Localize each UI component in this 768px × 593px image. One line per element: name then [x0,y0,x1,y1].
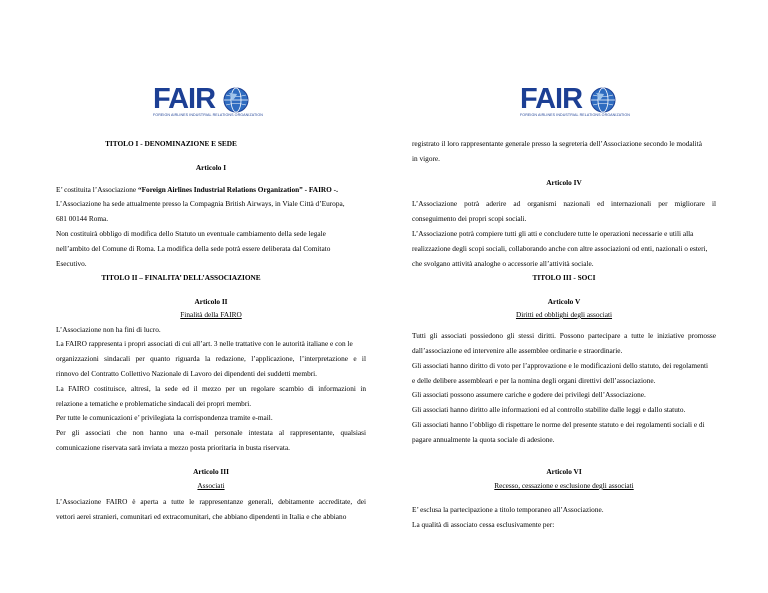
article-4-heading: Articolo IV [546,178,582,187]
text-line: vettori aerei stranieri, comunitari ed extracomunitari, che abbiano dipendenti in Italia e che abbiano [56,512,347,521]
text-line: dall’associazione ed intervenire alle assemblee ordinarie e straordinarie. [412,346,623,355]
text-line: L’Associazione FAIRO è aperta a tutte le rappresentanze generali, debitamente accreditate, dei [56,497,366,506]
text-line: organizzazioni sindacali per quanto riguarda la redazione, l’applicazione, l’interpretazione e il [56,354,366,363]
article-1-paragraph [56,185,366,194]
globe-icon [223,87,249,113]
text-line: Gli associati possono assumere cariche e godere dei privilegi dell’Associazione. [412,390,646,399]
text-line: relazione a tematiche e problematiche sindacali dei propri membri. [56,399,252,408]
text-line: realizzazione degli scopi sociali, collaborando anche con altre associazioni od enti, nazionali o esteri, [412,244,708,253]
article-5-subtitle: Diritti ed obblighi degli associati [515,310,613,319]
text-line: Per tutte le comunicazioni e’ privilegiata la corrispondenza tramite e-mail. [56,413,273,422]
logo-wordmark: FAIR [520,83,583,115]
article-2-subtitle: Finalità della FAIRO [180,310,242,319]
text-line: L’Associazione ha sede attualmente presso la Compagnia British Airways, in Viale Città d’Europa, [56,199,345,208]
text-line: La qualità di associato cessa esclusivamente per: [412,520,555,529]
text-line: conseguimento dei propri scopi sociali. [412,214,527,223]
article-3-subtitle: Associati [197,481,225,490]
text-line: Tutti gli associati possiedono gli stessi diritti. Possono partecipare a tutte le iniziative promosse [412,331,716,340]
title-3-heading: TITOLO III - SOCI [532,273,596,282]
text-line: che svolgano attività analoghe o accessorie all’attività sociale. [412,259,594,268]
title-1-heading: TITOLO I - DENOMINAZIONE E SEDE [105,139,237,148]
text-line: registrato il loro rappresentante generale presso la segreteria dell’Associazione secondo le modalità [412,139,702,148]
text-line: Non costituirà obbligo di modifica dello Statuto un eventuale cambiamento della sede legale [56,229,326,238]
text-line: L’Associazione potrà aderire ad organismi nazionali ed internazionali per migliorare il [412,199,716,208]
text-line: La FAIRO costituisce, altresì, la sede ed il mezzo per un regolare scambio di informazioni in [56,384,366,393]
text-line: nell’ambito del Comune di Roma. La modifica della sede potrà essere deliberata dal Comitato [56,244,331,253]
text-line: Gli associati hanno l’obbligo di rispettare le norme del presente statuto e dei regolamenti sociali e di [412,420,705,429]
association-name: “Foreign Airlines Industrial Relations Organization” - FAIRO -. [137,185,338,194]
text-line: L’Associazione potrà compiere tutti gli atti e concludere tutte le operazioni necessarie e utili alla [412,229,694,238]
text-span: E’ costituita l’Associazione [56,185,138,194]
article-1-heading: Articolo I [195,163,227,172]
logo-subtitle: FOREIGN AIRLINES INDUSTRIAL RELATIONS ORGANIZATION [153,113,263,117]
text-line: in vigore. [412,154,440,163]
fairo-logo-left [153,83,263,120]
article-3-heading: Articolo III [193,467,229,476]
article-2-heading: Articolo II [194,297,228,306]
article-6-heading: Articolo VI [546,467,582,476]
text-line: e delle delibere assembleari e per la nomina degli organi direttivi dell’associazione. [412,376,656,385]
logo-wordmark: FAIR [153,83,216,115]
text-line: Per gli associati che non hanno una e-mail personale intestata al rappresentante, qualsiasi [56,428,366,437]
logo-subtitle: FOREIGN AIRLINES INDUSTRIAL RELATIONS ORGANIZATION [520,113,630,117]
text-line: comunicazione riservata sarà inviata a mezzo posta prioritaria in busta riservata. [56,443,291,452]
title-2-heading: TITOLO II – FINALITA’ DELL’ASSOCIAZIONE [101,273,261,282]
article-6-subtitle: Recesso, cessazione e esclusione degli associati [494,481,634,490]
text-line: rinnovo del Contratto Collettivo Nazionale di Lavoro dei dipendenti dei suddetti membri. [56,369,318,378]
globe-icon [590,87,616,113]
text-line: L’Associazione non ha fini di lucro. [56,325,161,334]
text-line: 681 00144 Roma. [56,214,109,223]
article-5-heading: Articolo V [547,297,581,306]
fairo-logo-right [520,83,630,120]
text-line: La FAIRO rappresenta i propri associati di cui all’art. 3 nelle trattative con le autorità italiane e con le [56,339,353,348]
text-line: Gli associati hanno diritto di voto per l’approvazione e le modificazioni dello statuto, dei regolamenti [412,361,709,370]
text-line: E’ esclusa la partecipazione a titolo temporaneo all’Associazione. [412,505,604,514]
text-line: pagare annualmente la quota sociale di adesione. [412,435,555,444]
text-line: Esecutivo. [56,259,87,268]
text-line: Gli associati hanno diritto alle informazioni ed al controllo stabilite dalle leggi e dallo statuto. [412,405,686,414]
